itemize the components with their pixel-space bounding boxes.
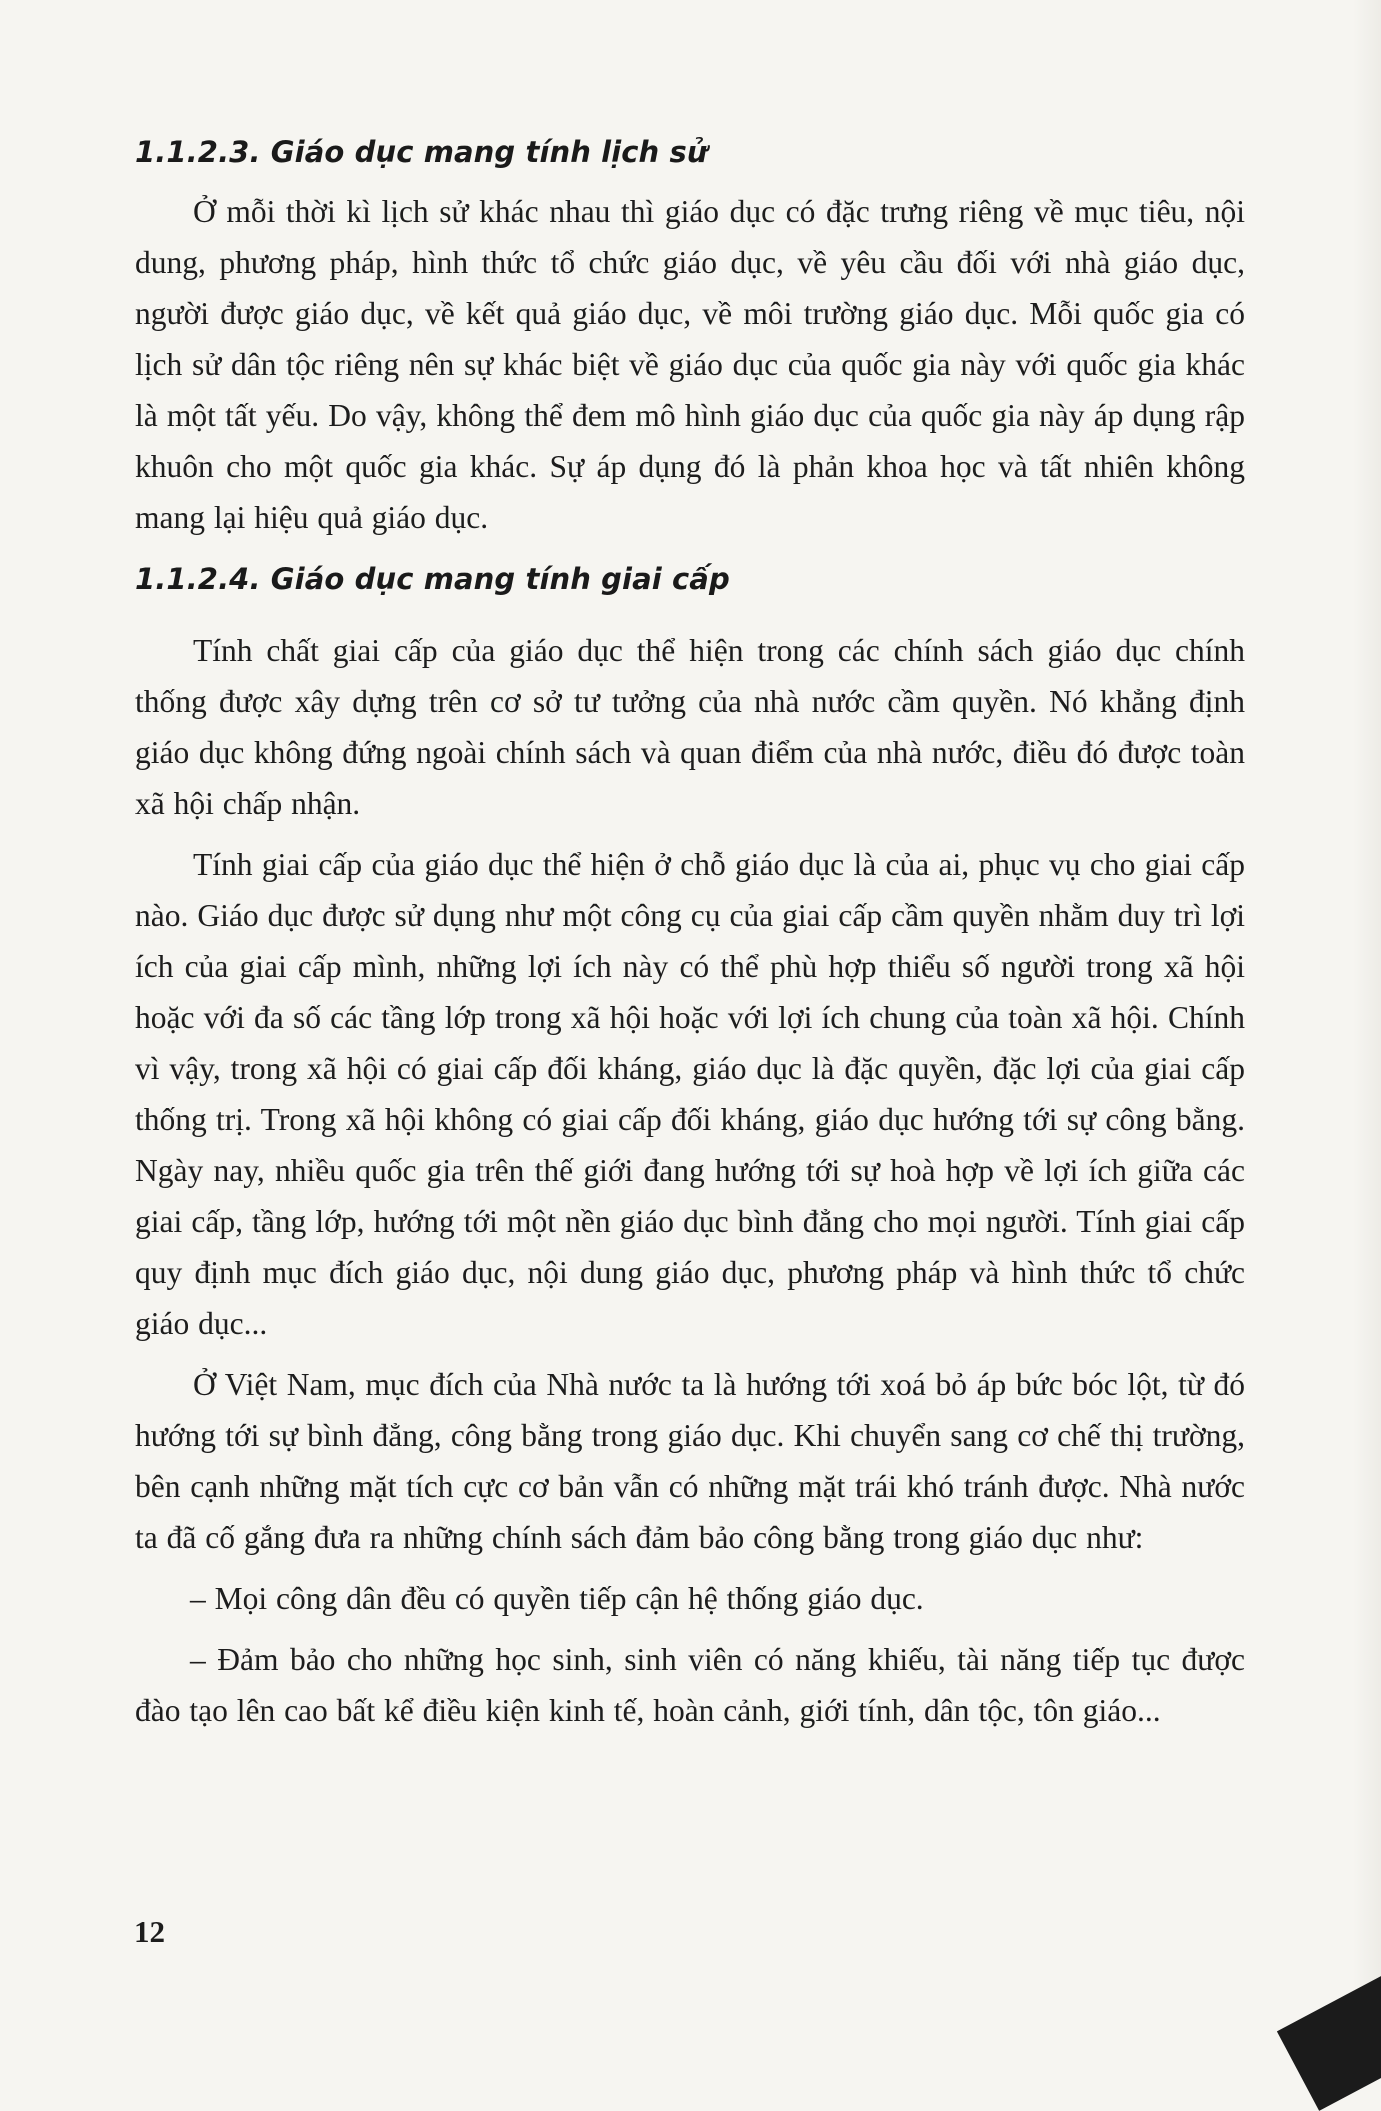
bullet-item-1: – Mọi công dân đều có quyền tiếp cận hệ thống giáo dục. <box>190 1581 924 1616</box>
page-corner-shadow <box>1277 1975 1381 2111</box>
section-heading-historical: 1.1.2.3. Giáo dục mang tính lịch sử <box>135 135 708 169</box>
page-body <box>135 128 1245 1736</box>
paragraph-class-3: Ở Việt Nam, mục đích của Nhà nước ta là hướng tới xoá bỏ áp bức bóc lột, từ đó hướng tới sự bình đẳng, công bằng trong giáo dục. Khi chuyển sang cơ chế thị trường, bên cạnh những mặt tích cực cơ bản vẫn có những mặt trái khó tránh được. Nhà nước ta đã cố gắng đưa ra những chính sách đảm bảo công bằng trong giáo dục như: <box>135 1367 1245 1555</box>
paragraph-class-1: Tính chất giai cấp của giáo dục thể hiện trong các chính sách giáo dục chính thống được xây dựng trên cơ sở tư tưởng của nhà nước cầm quyền. Nó khẳng định giáo dục không đứng ngoài chính sách và quan điểm của nhà nước, điều đó được toàn xã hội chấp nhận. <box>135 633 1245 821</box>
section-heading-class: 1.1.2.4. Giáo dục mang tính giai cấp <box>135 562 730 596</box>
paragraph-historical: Ở mỗi thời kì lịch sử khác nhau thì giáo dục có đặc trưng riêng về mục tiêu, nội dung, phương pháp, hình thức tổ chức giáo dục, về yêu cầu đối với nhà giáo dục, người được giáo dục, về kết quả giáo dục, về môi trường giáo dục. Mỗi quốc gia có lịch sử dân tộc riêng nên sự khác biệt về giáo dục của quốc gia này với quốc gia khác là một tất yếu. Do vậy, không thể đem mô hình giáo dục của quốc gia này áp dụng rập khuôn cho một quốc gia khác. Sự áp dụng đó là phản khoa học và tất nhiên không mang lại hiệu quả giáo dục. <box>135 194 1245 535</box>
bullet-item-2: – Đảm bảo cho những học sinh, sinh viên có năng khiếu, tài năng tiếp tục được đào tạo lên cao bất kể điều kiện kinh tế, hoàn cảnh, giới tính, dân tộc, tôn giáo... <box>135 1642 1245 1728</box>
page-number: 12 <box>134 1914 165 1949</box>
paragraph-class-2: Tính giai cấp của giáo dục thể hiện ở chỗ giáo dục là của ai, phục vụ cho giai cấp nào. Giáo dục được sử dụng như một công cụ của giai cấp cầm quyền nhằm duy trì lợi ích của giai cấp mình, những lợi ích này có thể phù hợp thiểu số người trong xã hội hoặc với đa số các tầng lớp trong xã hội hoặc với lợi ích chung của toàn xã hội. Chính vì vậy, trong xã hội có giai cấp đối kháng, giáo dục là đặc quyền, đặc lợi của giai cấp thống trị. Trong xã hội không có giai cấp đối kháng, giáo dục hướng tới sự công bằng. Ngày nay, nhiều quốc gia trên thế giới đang hướng tới sự hoà hợp về lợi ích giữa các giai cấp, tầng lớp, hướng tới một nền giáo dục bình đẳng cho mọi người. Tính giai cấp quy định mục đích giáo dục, nội dung giáo dục, phương pháp và hình thức tổ chức giáo dục... <box>135 847 1245 1341</box>
page-edge-shadow <box>1353 0 1381 2048</box>
